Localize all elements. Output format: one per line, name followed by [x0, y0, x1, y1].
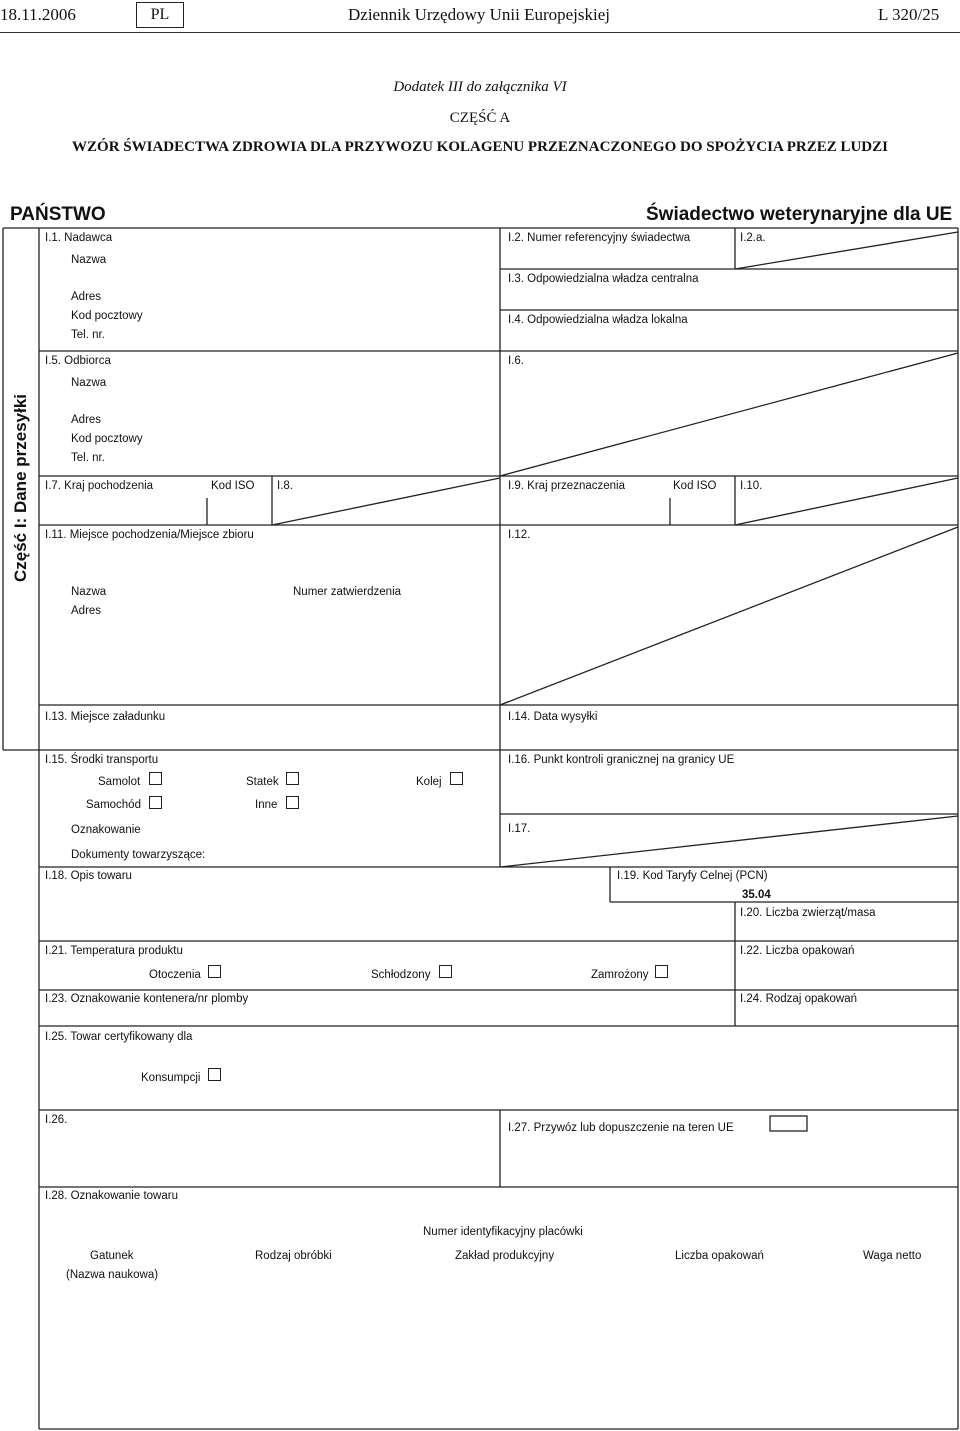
transport-rail-label: Kolej	[416, 776, 442, 788]
part-one-vertical-label: Część I: Dane przesyłki	[11, 393, 30, 583]
temp-chilled-label: Schłodzony	[371, 969, 431, 981]
transport-rail-checkbox[interactable]	[450, 772, 463, 785]
transport-plane-label: Samolot	[98, 776, 141, 788]
field-i18-description: I.18. Opis towaru	[45, 870, 132, 882]
field-i25-certified-for: I.25. Towar certyfikowany dla	[45, 1031, 193, 1043]
consignee-tel-label: Tel. nr.	[71, 452, 105, 464]
field-i5-consignee: I.5. Odbiorca	[45, 355, 111, 367]
field-i2-reference-number: I.2. Numer referencyjny świadectwa	[508, 232, 691, 244]
field-i3-central-authority: I.3. Odpowiedzialna władza centralna	[508, 273, 699, 285]
field-i16-border-inspection: I.16. Punkt kontroli granicznej na granicy UE	[508, 754, 735, 766]
field-i24-package-type: I.24. Rodzaj opakowań	[740, 993, 857, 1005]
consignor-tel-label: Tel. nr.	[71, 329, 105, 341]
field-i22-packages: I.22. Liczba opakowań	[740, 945, 855, 957]
field-i19-commodity-code: I.19. Kod Taryfy Celnej (PCN)	[617, 870, 768, 882]
transport-ship-checkbox[interactable]	[286, 772, 299, 785]
consignor-postcode-label: Kod pocztowy	[71, 310, 143, 322]
temp-frozen-label: Zamrożony	[591, 969, 649, 981]
approval-number-label: Numer zatwierdzenia	[293, 586, 402, 598]
number-packages-label: Liczba opakowań	[675, 1250, 764, 1262]
net-weight-label: Waga netto	[863, 1250, 922, 1262]
field-i23-container-seal: I.23. Oznakowanie kontenera/nr plomby	[45, 993, 249, 1005]
consignee-address-label: Adres	[71, 414, 102, 426]
language-code-box: PL	[136, 2, 184, 28]
species-label: Gatunek	[90, 1250, 134, 1262]
transport-car-checkbox[interactable]	[149, 796, 162, 809]
field-i27-import-admission: I.27. Przywóz lub dopuszczenie na teren UE	[508, 1122, 734, 1134]
field-i1-consignor: I.1. Nadawca	[45, 232, 113, 244]
transport-other-checkbox[interactable]	[286, 796, 299, 809]
transport-car-label: Samochód	[86, 799, 141, 811]
field-i10: I.10.	[740, 480, 763, 492]
field-i4-local-authority: I.4. Odpowiedzialna władza lokalna	[508, 314, 688, 326]
establishment-number-label: Numer identyfikacyjny placówki	[423, 1226, 583, 1238]
field-i11-place-origin: I.11. Miejsce pochodzenia/Miejsce zbioru	[45, 529, 254, 541]
field-i12: I.12.	[508, 529, 531, 541]
field-i7-country-origin: I.7. Kraj pochodzenia	[45, 480, 154, 492]
temp-frozen-checkbox[interactable]	[655, 965, 668, 978]
journal-name: Dziennik Urzędowy Unii Europejskiej	[348, 5, 611, 24]
certificate-type-label: Świadectwo weterynaryjne dla UE	[646, 204, 953, 225]
accompanying-docs-label: Dokumenty towarzyszące:	[71, 849, 206, 861]
appendix-title: Dodatek III do załącznika VI	[393, 79, 567, 95]
field-i6: I.6.	[508, 355, 524, 367]
consignor-name-label: Nazwa	[71, 254, 107, 266]
field-i20-quantity: I.20. Liczba zwierząt/masa	[740, 907, 876, 919]
country-label: PAŃSTWO	[10, 204, 106, 225]
publication-date: 18.11.2006	[0, 5, 76, 24]
consignee-postcode-label: Kod pocztowy	[71, 433, 143, 445]
part-title: CZĘŚĆ A	[449, 110, 511, 126]
field-i13-place-loading: I.13. Miejsce załadunku	[45, 711, 166, 723]
transport-plane-checkbox[interactable]	[149, 772, 162, 785]
field-i28-identification: I.28. Oznakowanie towaru	[45, 1190, 178, 1202]
field-i15-means-transport: I.15. Środki transportu	[45, 754, 159, 766]
field-i21-temperature: I.21. Temperatura produktu	[45, 945, 183, 957]
transport-ship-label: Statek	[246, 776, 279, 788]
manufacturing-plant-label: Zakład produkcyjny	[455, 1250, 555, 1262]
field-i9-country-destination: I.9. Kraj przeznaczenia	[508, 480, 625, 492]
human-consumption-label: Konsumpcji	[141, 1072, 201, 1084]
scientific-name-label: (Nazwa naukowa)	[66, 1269, 159, 1281]
destination-iso-code-label: Kod ISO	[673, 480, 717, 492]
human-consumption-checkbox[interactable]	[208, 1068, 221, 1081]
certificate-title: WZÓR ŚWIADECTWA ZDROWIA DLA PRZYWOZU KOLAGENU PRZEZNACZONEGO DO SPOŻYCIA PRZEZ LUDZI	[72, 139, 888, 155]
field-i8: I.8.	[277, 480, 293, 492]
field-i26: I.26.	[45, 1114, 68, 1126]
treatment-type-label: Rodzaj obróbki	[255, 1250, 332, 1262]
origin-iso-code-label: Kod ISO	[211, 480, 255, 492]
consignee-name-label: Nazwa	[71, 377, 107, 389]
temp-ambient-checkbox[interactable]	[208, 965, 221, 978]
temp-ambient-label: Otoczenia	[149, 969, 201, 981]
field-i17: I.17.	[508, 823, 531, 835]
page-number: L 320/25	[878, 5, 940, 24]
consignor-address-label: Adres	[71, 291, 102, 303]
transport-marking-label: Oznakowanie	[71, 824, 141, 836]
commodity-code-value: 35.04	[742, 889, 771, 901]
transport-other-label: Inne	[255, 799, 278, 811]
temp-chilled-checkbox[interactable]	[439, 965, 452, 978]
field-i14-date-departure: I.14. Data wysyłki	[508, 711, 598, 723]
origin-address-label: Adres	[71, 605, 102, 617]
field-i2a: I.2.a.	[740, 232, 766, 244]
origin-name-label: Nazwa	[71, 586, 107, 598]
